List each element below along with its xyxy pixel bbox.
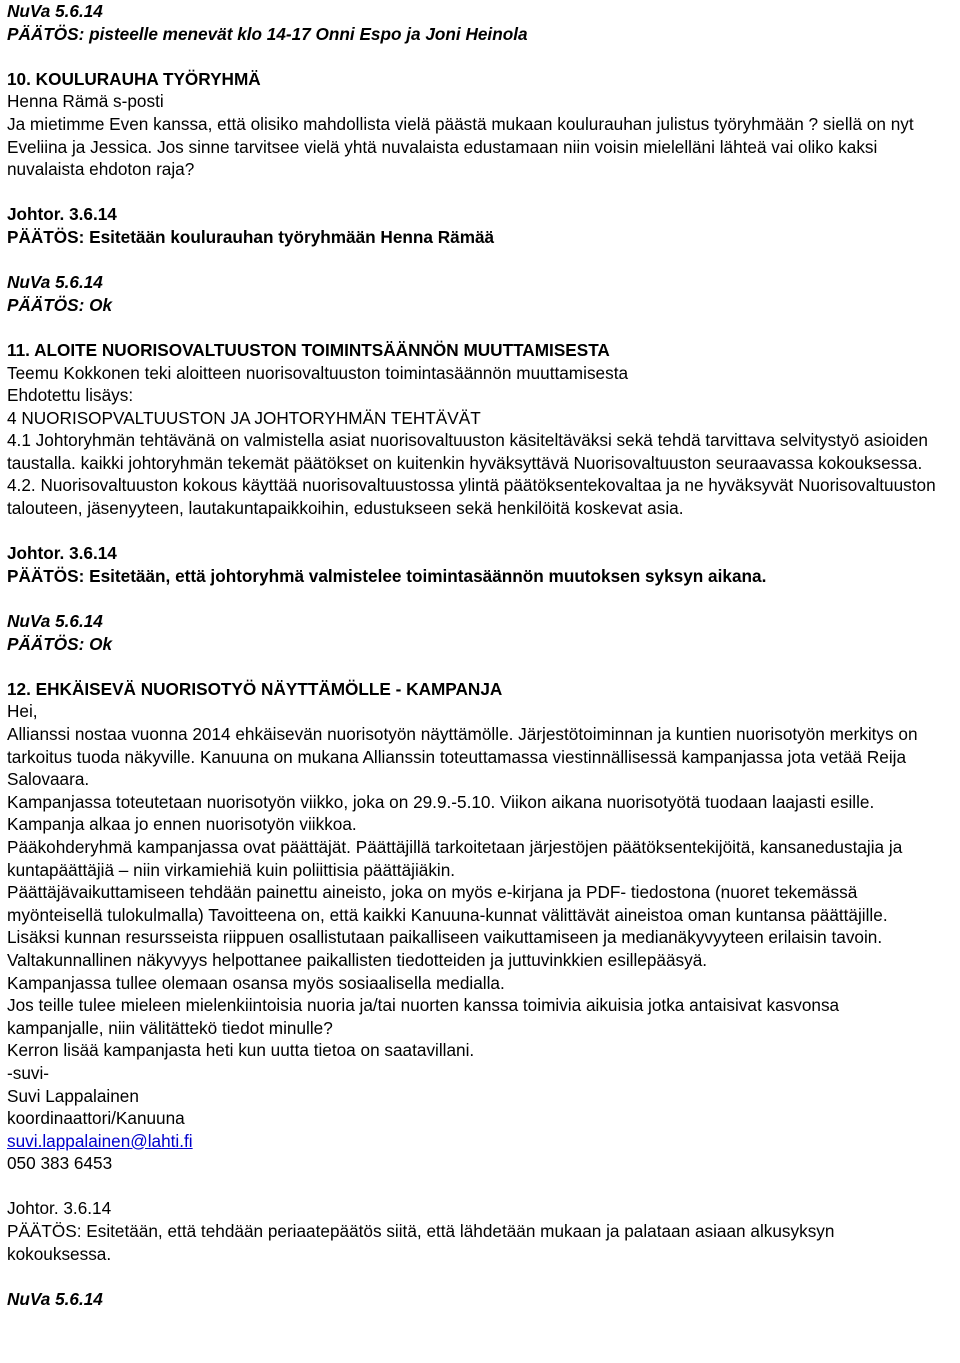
- nuva-date: NuVa 5.6.14: [7, 1288, 103, 1309]
- decision: PÄÄTÖS: pisteelle menevät klo 14-17 Onni Espo ja Joni Heinola: [7, 23, 528, 44]
- johtor-date: Johtor. 3.6.14: [7, 204, 117, 225]
- item-paragraph: Jos teille tulee mieleen mielenkiintoisia nuoria ja/tai nuorten kanssa toimivia aikuisia jotka antaisivat kasvonsa kampanjalle, niin välitättekö tiedot minulle?: [7, 995, 840, 1038]
- contact-phone: 050 383 6453: [7, 1153, 113, 1174]
- item-paragraph: Allianssi nostaa vuonna 2014 ehkäisevän nuorisotyön näyttämölle. Järjestötoiminnan ja kuntien nuorisotyön merkitys on tarkoitus tuoda näkyville. Kanuuna on mukana Allianssin toteuttamassa viestinnällisessä kampanjassa jota vetää Reija Salovaara.: [7, 724, 918, 790]
- item-body: Ja mietimme Even kanssa, että olisiko mahdollista vielä päästä mukaan koulurauhan julistus työryhmään ? siellä on nyt Eveliina ja Jessica. Jos sinne tarvitsee vielä yhtä nuvalaista edustamaan niin voisin mielelläni lähteä vai oliko kaksi nuvalaista ehdoton raja?: [7, 113, 914, 180]
- johtor-decision: PÄÄTÖS: Esitetään koulurauhan työryhmään Henna Rämää: [7, 226, 495, 247]
- item-paragraph: Pääkohderyhmä kampanjassa ovat päättäjät. Päättäjillä tarkoitetaan järjestöjen päätöksentekijöitä, kansanedustajia ja kuntapäättäjiä – niin virkamiehiä kuin poliittisia päättäjiäkin.: [7, 836, 903, 880]
- nuva-decision: PÄÄTÖS: Ok: [7, 294, 113, 315]
- item-text: Ehdotettu lisäys:: [7, 385, 134, 406]
- nuva-date: NuVa 5.6.14: [7, 611, 103, 632]
- contact-name: Suvi Lappalainen: [7, 1085, 139, 1106]
- nuva-decision: PÄÄTÖS: Ok: [7, 633, 113, 654]
- item-text: Hei,: [7, 701, 38, 722]
- item-text: 4 NUORISOPVALTUUSTON JA JOHTORYHMÄN TEHTÄVÄT: [7, 407, 481, 428]
- contact-title: koordinaattori/Kanuuna: [7, 1108, 185, 1129]
- item-paragraph: 4.2. Nuorisovaltuuston kokous käyttää nuorisovaltuustossa ylintä päätöksentekovaltaa ja ne hyväksyvät Nuorisovaltuuston talouteen, jäsenyyteen, lautakuntapaikkoihin, edustukseen sekä henkilöitä koskevat asia.: [7, 475, 936, 519]
- item-heading: 10. KOULURAUHA TYÖRYHMÄ: [7, 68, 261, 89]
- item-paragraph: Päättäjävaikuttamiseen tehdään painettu aineisto, joka on myös e-kirjana ja PDF- tiedostona (nuoret tekemässä myönteisellä tulokulmalla) Tavoitteena on, että kaikki Kanuuna-kunnat välittävät aineistoa oman kuntansa päättäjille. Lisäksi kunnan resursseista riippuen osallistutaan paikalliseen vaikuttamiseen ja medianäkyvyyteen erilaisin tavoin. Valtakunnallinen näkyvyys helpottanee paikallisten tiedotteiden ja juttuvinkkien esillepääsyä.: [7, 882, 888, 970]
- nuva-date: NuVa 5.6.14: [7, 272, 103, 293]
- item-heading: 12. EHKÄISEVÄ NUORISOTYÖ NÄYTTÄMÖLLE - KAMPANJA: [7, 678, 503, 699]
- johtor-date: Johtor. 3.6.14: [7, 1198, 112, 1219]
- johtor-decision: PÄÄTÖS: Esitetään, että tehdään periaatepäätös siitä, että lähdetään mukaan ja palataan asiaan alkusyksyn kokouksessa.: [7, 1221, 835, 1264]
- item-sender: Henna Rämä s-posti: [7, 91, 164, 112]
- item-heading: 11. ALOITE NUORISOVALTUUSTON TOIMINTSÄÄNNÖN MUUTTAMISESTA: [7, 339, 610, 360]
- item-paragraph: Kampanjassa toteutetaan nuorisotyön viikko, joka on 29.9.-5.10. Viikon aikana nuorisotyötä tuodaan laajasti esille. Kampanja alkaa jo ennen nuorisotyön viikkoa.: [7, 791, 875, 835]
- johtor-decision: PÄÄTÖS: Esitetään, että johtoryhmä valmistelee toimintasäännön muutoksen syksyn aikana.: [7, 565, 767, 586]
- johtor-date: Johtor. 3.6.14: [7, 543, 117, 564]
- item-paragraph: 4.1 Johtoryhmän tehtävänä on valmistella asiat nuorisovaltuuston käsiteltäväksi sekä tehdä tarvittava selvitystyö asioiden taustalla. kaikki johtoryhmän tekemät päätökset on kuitenkin hyväksyttävä Nuorisovaltuuston seuraavassa kokouksessa.: [7, 430, 928, 473]
- item-paragraph: Kerron lisää kampanjasta heti kun uutta tietoa on saatavillani.: [7, 1040, 475, 1061]
- item-text: Teemu Kokkonen teki aloitteen nuorisovaltuuston toimintasäännön muuttamisesta: [7, 362, 629, 383]
- item-paragraph: Kampanjassa tullee olemaan osansa myös sosiaalisella medialla.: [7, 972, 505, 993]
- signature: -suvi-: [7, 1062, 50, 1083]
- nuva-date: NuVa 5.6.14: [7, 1, 103, 21]
- email-link[interactable]: suvi.lappalainen@lahti.fi: [7, 1130, 193, 1151]
